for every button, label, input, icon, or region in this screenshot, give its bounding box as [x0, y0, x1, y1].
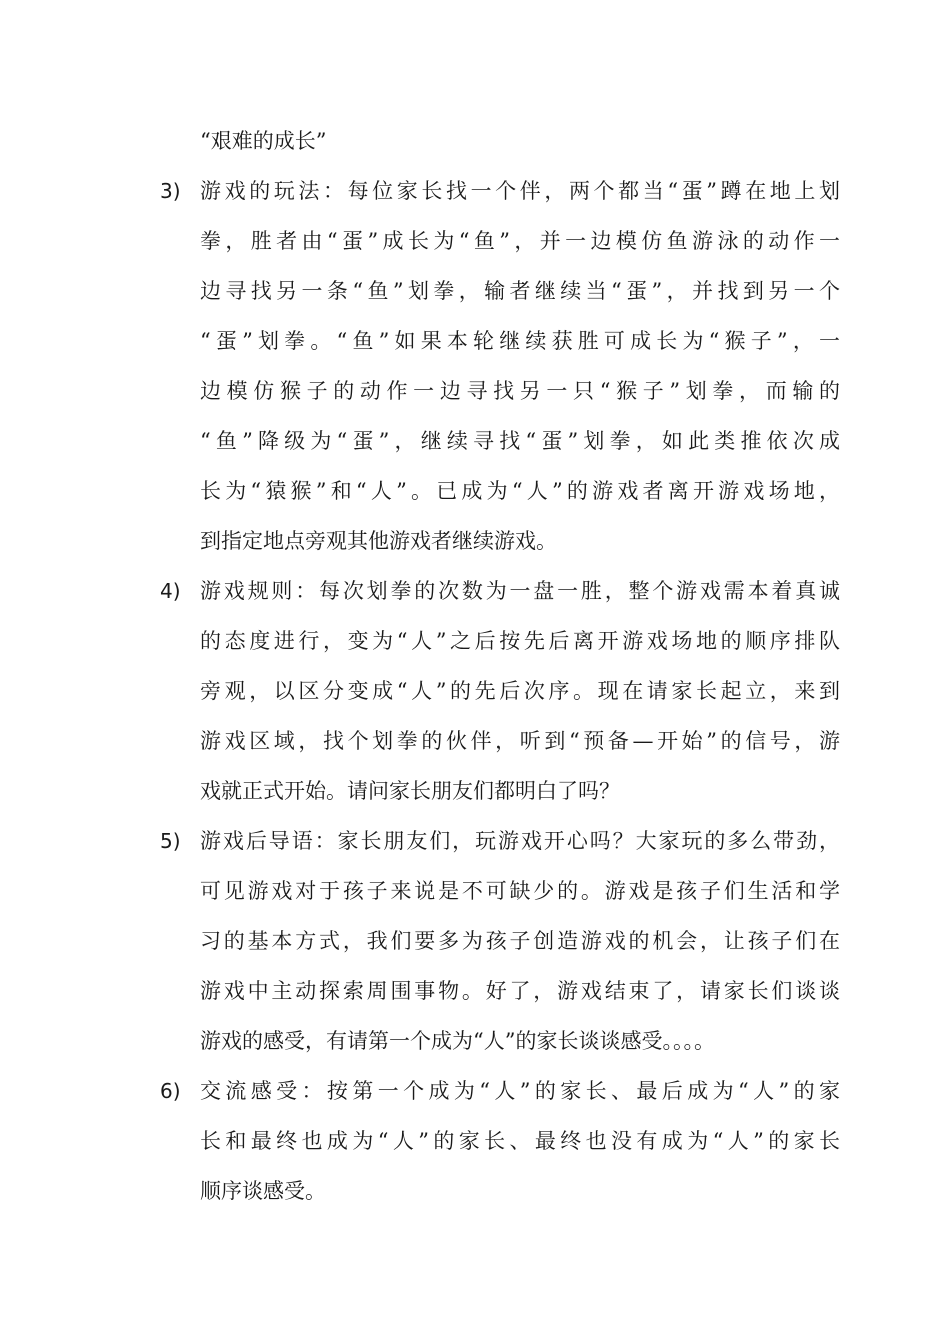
text-line: 拳，胜者由“蛋”成长为“鱼”，并一边模仿鱼游泳的动作一 [200, 229, 840, 253]
text-line: 边模仿猴子的动作一边寻找另一只“猴子”划拳，而输的 [200, 379, 840, 403]
list-item-body [200, 166, 840, 566]
list-item-number: 4) [160, 579, 181, 603]
text-line: 游戏区域，找个划拳的伙伴，听到“预备—开始”的信号，游 [200, 729, 840, 753]
text-line: 长为“猿猴”和“人”。已成为“人”的游戏者离开游戏场地， [200, 479, 840, 503]
list-item-body [200, 566, 840, 816]
text-line: 顺序谈感受。 [200, 1179, 326, 1203]
text-line: 到指定地点旁观其他游戏者继续游戏。 [200, 529, 557, 553]
list-item-body [200, 1066, 840, 1216]
text-line: 游戏的玩法：每位家长找一个伴，两个都当“蛋”蹲在地上划 [200, 179, 840, 203]
text-line: 游戏后导语：家长朋友们，玩游戏开心吗？大家玩的多么带劲， [200, 829, 840, 853]
text-line: 可见游戏对于孩子来说是不可缺少的。游戏是孩子们生活和学 [200, 879, 840, 903]
text-line: “鱼”降级为“蛋”，继续寻找“蛋”划拳，如此类推依次成 [200, 429, 840, 453]
continuation-text: “艰难的成长” [200, 129, 327, 153]
text-line: 游戏规则：每次划拳的次数为一盘一胜，整个游戏需本着真诚 [200, 579, 840, 603]
text-line: 游戏中主动探索周围事物。好了，游戏结束了，请家长们谈谈 [200, 979, 840, 1003]
list-item-number: 6) [160, 1079, 181, 1103]
text-line: 戏就正式开始。请问家长朋友们都明白了吗？ [200, 779, 620, 803]
text-line: 旁观，以区分变成“人”的先后次序。现在请家长起立，来到 [200, 679, 840, 703]
text-line: 边寻找另一条“鱼”划拳，输者继续当“蛋”，并找到另一个 [200, 279, 840, 303]
text-line: 的态度进行，变为“人”之后按先后离开游戏场地的顺序排队 [200, 629, 840, 653]
list-item-number: 5) [160, 829, 181, 853]
text-line: 长和最终也成为“人”的家长、最终也没有成为“人”的家长 [200, 1129, 840, 1153]
text-line: 游戏的感受，有请第一个成为“人”的家长谈谈感受。。。。 [200, 1029, 715, 1053]
list-item-body [200, 816, 840, 1066]
text-line: 习的基本方式，我们要多为孩子创造游戏的机会，让孩子们在 [200, 929, 840, 953]
list-item-number: 3) [160, 179, 181, 203]
text-line: 交流感受：按第一个成为“人”的家长、最后成为“人”的家 [200, 1079, 840, 1103]
text-line: “蛋”划拳。“鱼”如果本轮继续获胜可成长为“猴子”，一 [200, 329, 840, 353]
